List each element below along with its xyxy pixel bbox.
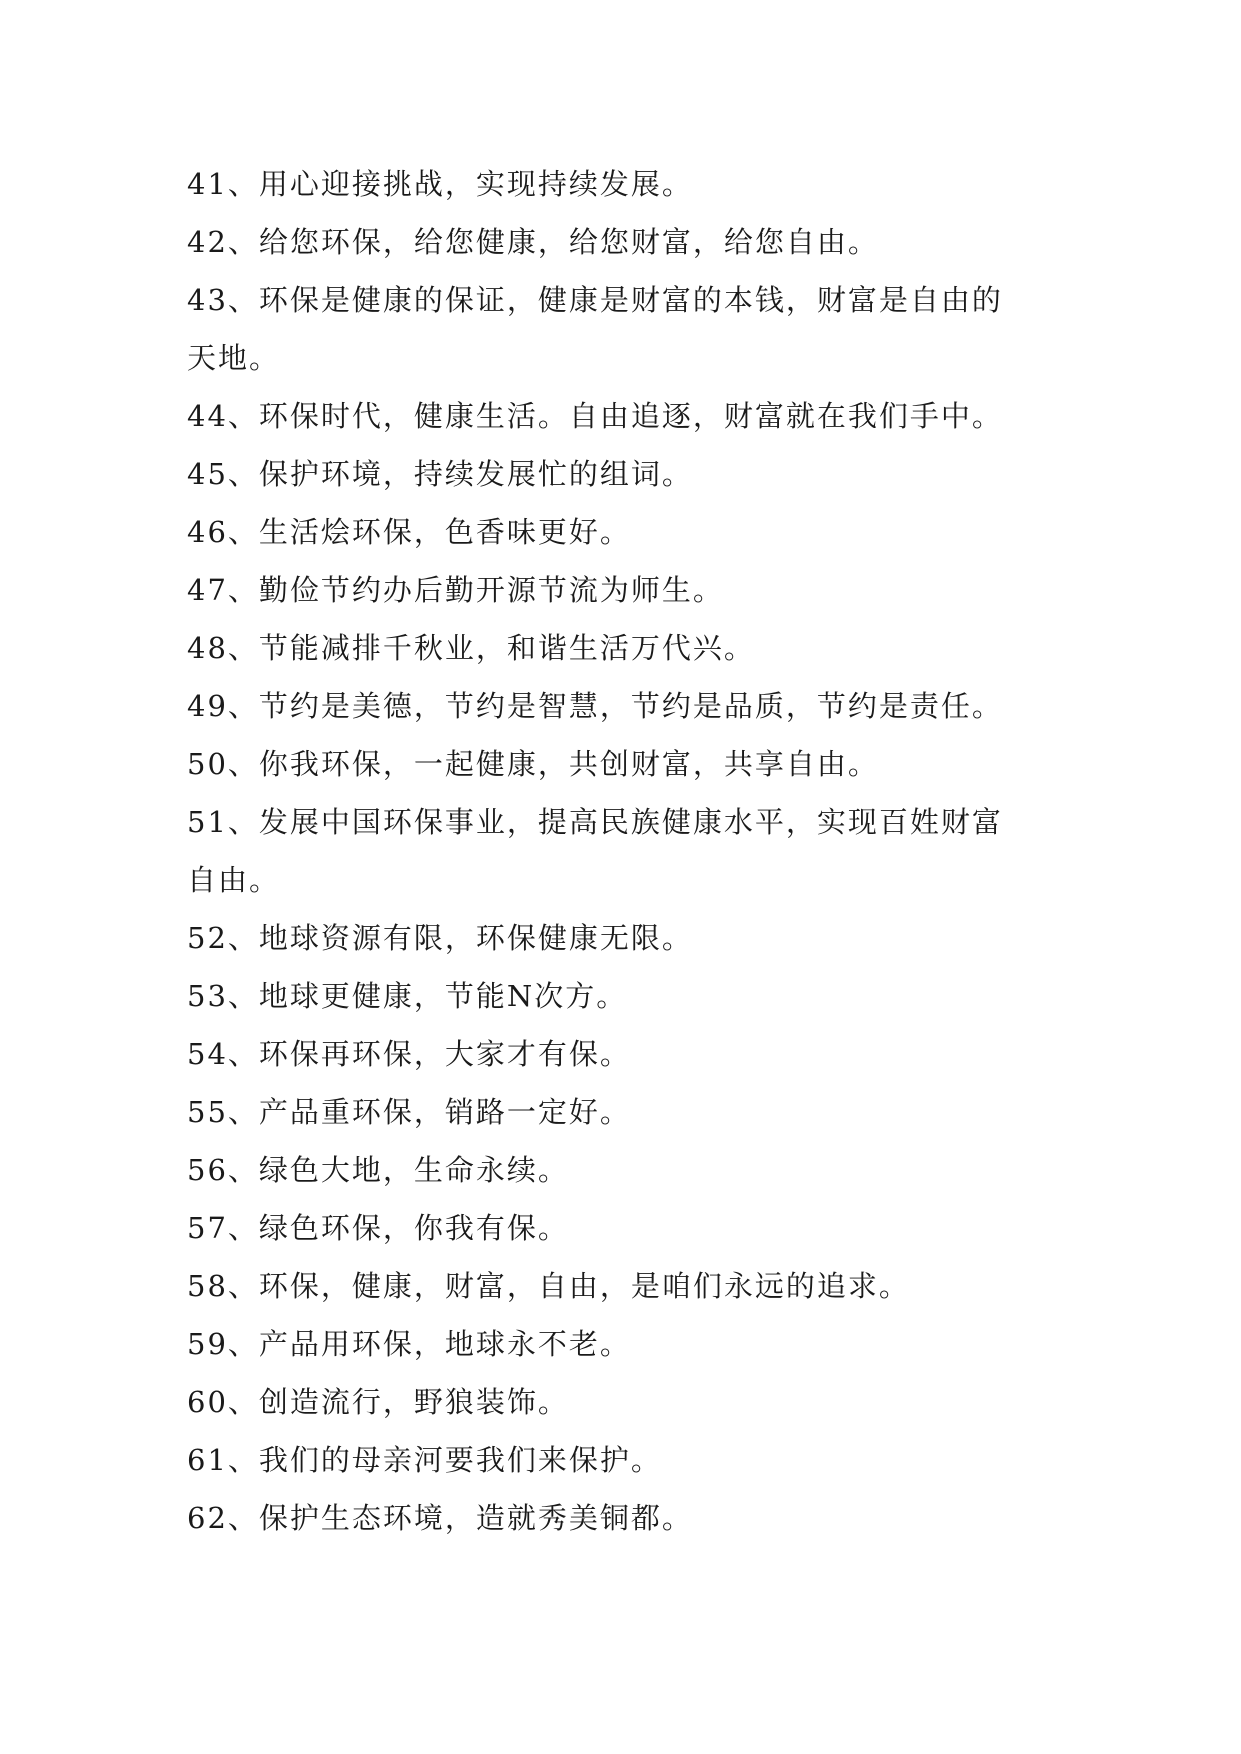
slogan-57: 57、绿色环保，你我有保。 — [187, 1211, 569, 1245]
document-body — [187, 155, 1087, 1547]
slogan-47: 47、勤俭节约办后勤开源节流为师生。 — [187, 573, 724, 607]
slogan-62: 62、保护生态环境，造就秀美铜都。 — [187, 1501, 693, 1535]
slogan-49: 49、节约是美德，节约是智慧，节约是品质，节约是责任。 — [187, 689, 1003, 723]
slogan-42: 42、给您环保，给您健康，给您财富，给您自由。 — [187, 225, 879, 259]
slogan-43: 43、环保是健康的保证，健康是财富的本钱，财富是自由的 — [187, 283, 1003, 317]
slogan-46: 46、生活烩环保，色香味更好。 — [187, 515, 631, 549]
slogan-61: 61、我们的母亲河要我们来保护。 — [187, 1443, 662, 1477]
slogan-45: 45、保护环境，持续发展忙的组词。 — [187, 457, 693, 491]
slogan-53: 53、地球更健康，节能N次方。 — [187, 979, 628, 1013]
slogan-51: 51、发展中国环保事业，提高民族健康水平，实现百姓财富 — [187, 805, 1003, 839]
slogan-43-continued: 天地。 — [187, 341, 281, 375]
slogan-51-continued: 自由。 — [187, 863, 281, 897]
slogan-55: 55、产品重环保，销路一定好。 — [187, 1095, 631, 1129]
slogan-44: 44、环保时代，健康生活。自由追逐，财富就在我们手中。 — [187, 399, 1003, 433]
slogan-60: 60、创造流行，野狼装饰。 — [187, 1385, 569, 1419]
slogan-54: 54、环保再环保，大家才有保。 — [187, 1037, 631, 1071]
slogan-56: 56、绿色大地，生命永续。 — [187, 1153, 569, 1187]
slogan-50: 50、你我环保，一起健康，共创财富，共享自由。 — [187, 747, 879, 781]
slogan-41: 41、用心迎接挑战，实现持续发展。 — [187, 167, 693, 201]
slogan-52: 52、地球资源有限，环保健康无限。 — [187, 921, 693, 955]
slogan-59: 59、产品用环保，地球永不老。 — [187, 1327, 631, 1361]
slogan-48: 48、节能减排千秋业，和谐生活万代兴。 — [187, 631, 755, 665]
slogan-58: 58、环保，健康，财富，自由，是咱们永远的追求。 — [187, 1269, 910, 1303]
